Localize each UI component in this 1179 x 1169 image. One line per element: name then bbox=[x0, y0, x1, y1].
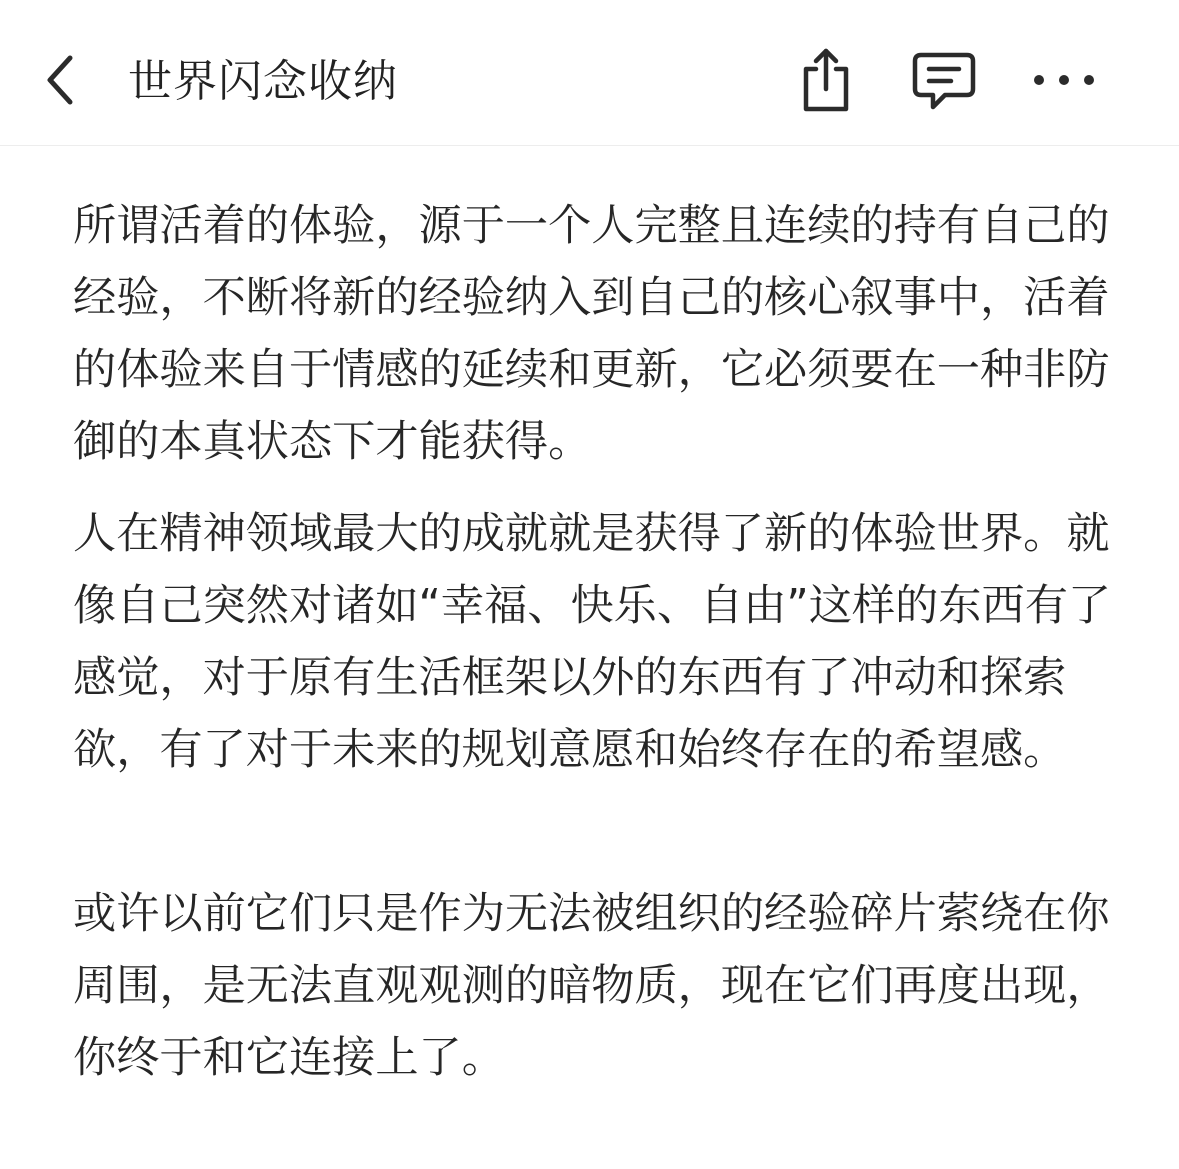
share-icon bbox=[796, 45, 856, 115]
paragraph-2: 人在精神领域最大的成就就是获得了新的体验世界。就像自己突然对诸如“幸福、快乐、自由”这样的东西有了感觉，对于原有生活框架以外的东西有了冲动和探索欲，有了对于未来的规划意愿和始终存在的希望感。 bbox=[73, 509, 1112, 775]
comment-icon bbox=[911, 47, 977, 113]
back-button[interactable] bbox=[30, 44, 90, 116]
paragraph-3: 或许以前它们只是作为无法被组织的经验碎片萦绕在你周围，是无法直观观测的暗物质，现在它们再度出现，你终于和它连接上了。 bbox=[73, 889, 1110, 1083]
more-button[interactable] bbox=[1026, 38, 1102, 122]
page-title: 世界闪念收纳 bbox=[128, 56, 398, 107]
chevron-left-icon bbox=[40, 52, 80, 108]
paragraph-1: 所谓活着的体验，源于一个人完整且连续的持有自己的经验，不断将新的经验纳入到自己的核心叙事中，活着的体验来自于情感的延续和更新，它必须要在一种非防御的本真状态下才能获得。 bbox=[73, 201, 1110, 467]
more-icon bbox=[1029, 70, 1099, 90]
share-button[interactable] bbox=[788, 38, 864, 122]
top-bar bbox=[0, 0, 1179, 146]
comment-button[interactable] bbox=[906, 38, 982, 122]
article-body bbox=[73, 190, 1113, 1114]
